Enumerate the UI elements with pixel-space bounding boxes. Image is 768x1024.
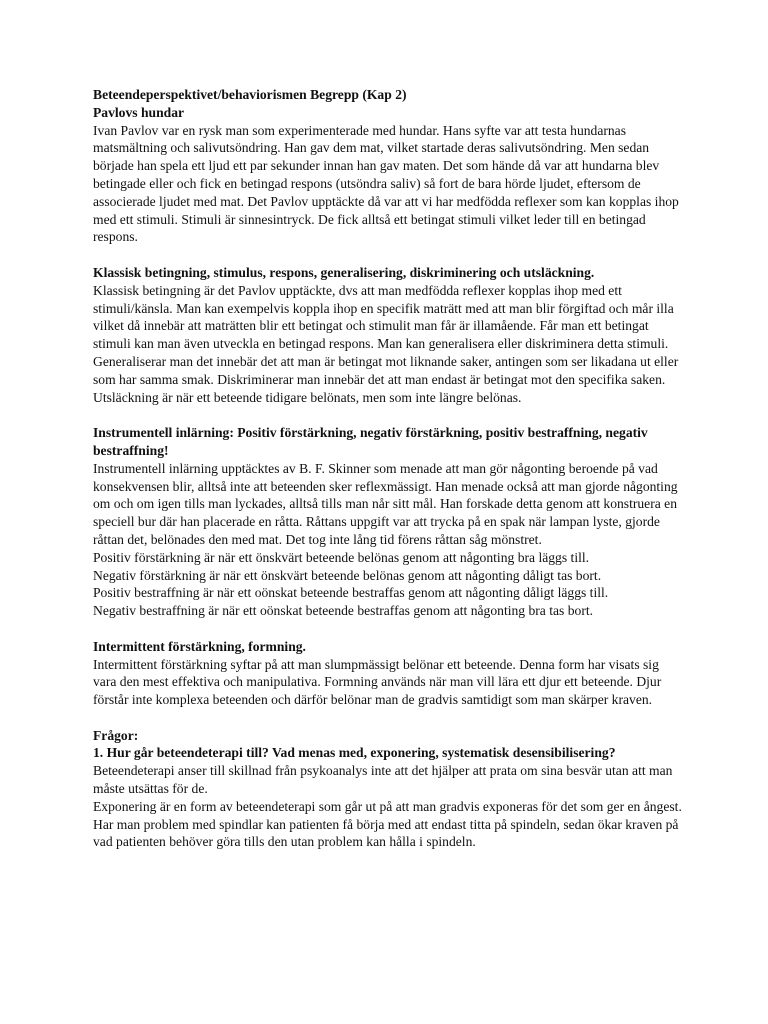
- section-klassisk-betingning: [93, 264, 683, 406]
- paragraph: Positiv förstärkning är när ett önskvärt beteende belönas genom att någonting bra läggs till.: [93, 549, 590, 565]
- answer-paragraph: Exponering är en form av beteendeterapi som går ut på att man gradvis exponeras för det som ger en ångest. Har man problem med spindlar kan patienten få börja med att endast titta på spindeln, sedan ökar kraven på vad patienten behöver göra tills den utan problem kan hålla i spindeln.: [93, 798, 682, 850]
- paragraph: Klassisk betingning är det Pavlov upptäckte, dvs att man medfödda reflexer kopplas ihop med ett stimuli/känsla. Man kan exempelvis koppla ihop en specifik maträtt med att man blir förgiftad och mår illa vilket då innebär att maträtten blir ett betingat och stimulit man får är illamående. Får man ett betingat stimuli kan man även utveckla en betingad respons. Man kan generalisera eller diskriminera detta stimuli. Generaliserar man det innebär det att man är betingat mot liknande saker, antingen som ser likadana ut eller som har samma smak. Diskriminerar man innebär det att man endast är betingat mot den specifika saken. Utsläckning är när ett beteende tidigare belönats, men som inte längre belönas.: [93, 282, 679, 405]
- section-pavlov: [93, 104, 683, 246]
- paragraph: Positiv bestraffning är när ett oönskat beteende bestraffas genom att någonting dåligt läggs till.: [93, 585, 609, 601]
- paragraph: Negativ förstärkning är när ett önskvärt beteende belönas genom att någonting dåligt tas bort.: [93, 567, 602, 583]
- answer-paragraph: Beteendeterapi anser till skillnad från psykoanalys inte att det hjälper att prata om sina besvär utan att man måste utsättas för de.: [93, 763, 673, 797]
- paragraph: Instrumentell inlärning upptäcktes av B. F. Skinner som menade att man gör någonting beroende på vad konsekvensen blir, alltså inte att beteenden sker reflexmässigt. Han menade också att man gjorde någonting om och om igen tills man lyckades, alltså tills man når sitt mål. Han forskade detta genom att konstruera en speciell bur där han placerade en råtta. Råttans uppgift var att trycka på en spak när lampan lyste, gjorde råttan det, belönades den med mat. Det tog inte lång tid förens råttan såg mönstret.: [93, 460, 678, 547]
- paragraph: Ivan Pavlov var en rysk man som experimenterade med hundar. Hans syfte var att testa hundarnas matsmältning och salivutsöndring. Han gav dem mat, vilket startade deras salivutsöndring. Men sedan började han spela ett ljud ett par sekunder innan han gav maten. Det som hände då var att hundarna blev betingade eller och fick en betingad respons (utsöndra saliv) så fort de bara hörde ljudet, eftersom de associerade ljudet med mat. Det Pavlov upptäckte då var att vi har medfödda reflexer som kan kopplas ihop med ett stimuli. Stimuli är sinnesintryck. De fick alltså ett betingat stimuli vilket leder till en betingad respons.: [93, 122, 679, 245]
- section-heading: Instrumentell inlärning: Positiv förstärkning, negativ förstärkning, positiv bestraffning, negativ bestraffning!: [93, 425, 648, 458]
- section-heading: Klassisk betingning, stimulus, respons, generalisering, diskriminering och utsläckning.: [93, 264, 595, 280]
- section-intermittent-forstarkning: [93, 638, 683, 709]
- questions-label: Frågor:: [93, 727, 139, 743]
- section-instrumentell-inlarning: [93, 424, 683, 620]
- paragraph: Negativ bestraffning är när ett oönskat beteende bestraffas genom att någonting bra tas bort.: [93, 603, 594, 619]
- questions-section: [93, 727, 683, 852]
- question-heading: 1. Hur går beteendeterapi till? Vad menas med, exponering, systematisk desensibilisering?: [93, 745, 616, 761]
- section-heading: Intermittent förstärkning, formning.: [93, 638, 306, 654]
- document-title: Beteendeperspektivet/behaviorismen Begrepp (Kap 2): [93, 87, 407, 102]
- paragraph: Intermittent förstärkning syftar på att man slumpmässigt belönar ett beteende. Denna form har visats sig vara den mest effektiva och manipulativa. Formning används när man vill lära ett djur ett beteende. Djur förstår inte komplexa beteenden och därför belönar man de gradvis samtidigt som man skärper kraven.: [93, 656, 662, 708]
- document-body: [93, 86, 683, 851]
- section-heading: Pavlovs hundar: [93, 104, 185, 120]
